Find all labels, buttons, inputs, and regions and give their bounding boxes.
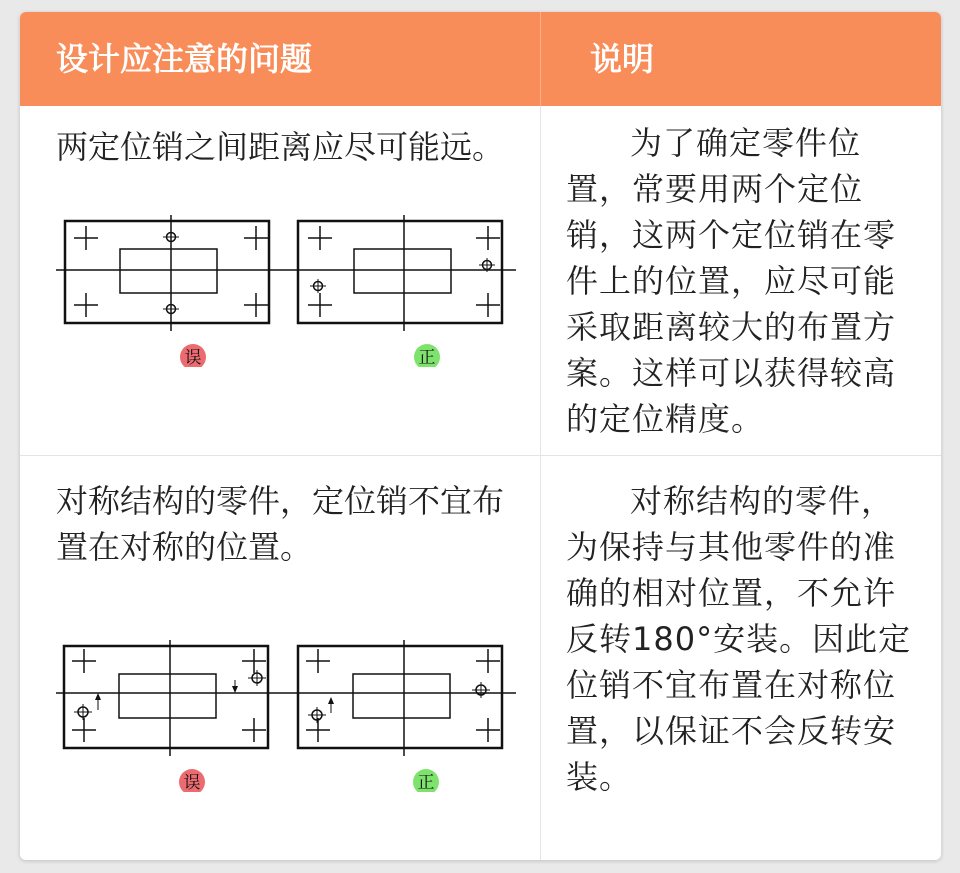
design-table xyxy=(20,12,941,860)
row2-diagram xyxy=(50,632,520,796)
row1-right-pins xyxy=(310,258,495,293)
row1-right-hole xyxy=(354,249,451,293)
header-explanation: 说明 xyxy=(590,40,655,78)
row1-problem: 两定位销之间距离应尽可能远。 xyxy=(56,128,505,166)
row2-problem: 对称结构的零件，定位销不宜布置在对称的位置。 xyxy=(56,482,505,566)
table-header xyxy=(20,12,941,106)
right-label: 正 xyxy=(417,773,435,792)
row2-wrong-crosses xyxy=(72,649,266,742)
wrong-label: 误 xyxy=(183,773,201,792)
wrong-label: 误 xyxy=(184,348,202,367)
row1-explanation: 为了确定零件位置，常要用两个定位销，这两个定位销在零件上的位置，应尽可能采取距离较大的布置方案。这样可以获得较高的定位精度。 xyxy=(566,124,897,438)
row2-explanation: 对称结构的零件，为保持与其他零件的准确的相对位置，不允许反转180°安装。因此定位销不宜布置在对称位置，以保证不会反转安装。 xyxy=(566,482,912,796)
row1-diagram-svg xyxy=(50,207,520,367)
header-problem: 设计应注意的问题 xyxy=(56,40,313,78)
row2-diagram-svg xyxy=(50,632,520,792)
row2-right-crosses xyxy=(306,649,500,742)
row-divider xyxy=(20,455,941,456)
right-label: 正 xyxy=(418,348,436,367)
row2-right-hole xyxy=(353,674,450,718)
row2-right-pins xyxy=(308,682,490,723)
row1-wrong-hole xyxy=(120,249,217,293)
row2-wrong-hole xyxy=(119,674,216,718)
column-divider xyxy=(540,12,541,860)
row1-right-part xyxy=(298,221,502,323)
header-divider xyxy=(540,12,541,106)
row1-diagram xyxy=(50,207,520,371)
